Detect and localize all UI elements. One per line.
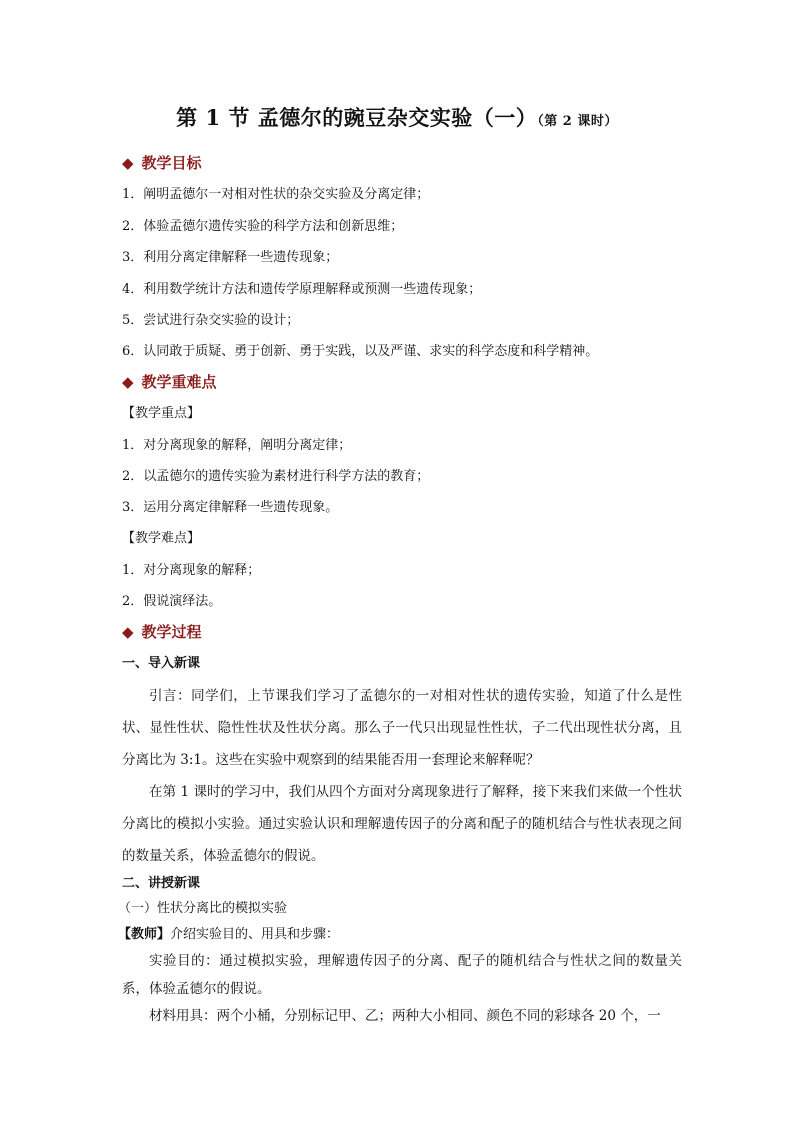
objective-item: 1．阐明孟德尔一对相对性状的杂交实验及分离定律；	[122, 187, 430, 202]
objective-item: 6．认同敢于质疑、勇于创新、勇于实践，以及严谨、求实的科学态度和科学精神。	[122, 344, 599, 359]
part2-subheading: （一）性状分离比的模拟实验	[118, 901, 288, 916]
title-sub: （第 2 课时）	[537, 114, 618, 129]
intro-paragraph-2: 在第 1 课时的学习中，我们从四个方面对分离现象进行了解释，接下来我们来做一个性状分离比的模拟小实验。通过实验认识和理解遗传因子的分离和配子的随机结合与性状表现之间的数量关系，体验孟德尔的假说。	[122, 784, 682, 864]
diamond-bullet-icon: ◆	[122, 623, 134, 641]
purpose-paragraph: 实验目的：通过模拟实验，理解遗传因子的分离、配子的随机结合与性状之间的数量关系，体验孟德尔的假说。	[122, 953, 682, 997]
objective-item: 3．利用分离定律解释一些遗传现象；	[122, 250, 339, 265]
objective-item: 4．利用数学统计方法和遗传学原理解释或预测一些遗传现象；	[122, 282, 482, 297]
difficulty-label: 【教学难点】	[122, 531, 201, 546]
page-title	[0, 104, 794, 136]
intro-paragraph: 引言：同学们，上节课我们学习了孟德尔的一对相对性状的遗传实验，知道了什么是性状、显性性状、隐性性状及性状分离。那么子一代只出现显性性状，子二代出现性状分离，且分离比为 3:1。这些在实验中观察到的结果能否用一套理论来解释呢？	[122, 688, 682, 768]
diamond-bullet-icon: ◆	[122, 154, 134, 172]
diamond-bullet-icon: ◆	[122, 373, 134, 391]
focus-item: 2．以孟德尔的遗传实验为素材进行科学方法的教育；	[122, 469, 430, 484]
teacher-label: 【教师】	[118, 927, 171, 942]
part1-heading: 一、导入新课	[122, 656, 201, 671]
section-objectives-heading	[122, 153, 202, 173]
focus-item: 3．运用分离定律解释一些遗传现象。	[122, 500, 339, 515]
section-process-heading	[122, 622, 202, 642]
focus-item: 1．对分离现象的解释，阐明分离定律；	[122, 438, 352, 453]
difficulty-item: 1．对分离现象的解释；	[122, 563, 261, 578]
teacher-line	[118, 925, 678, 945]
section-heading-text: 教学过程	[141, 623, 202, 641]
materials-paragraph: 材料用具：两个小桶，分别标记甲、乙；两种大小相同、颜色不同的彩球各 20 个，一	[149, 1008, 661, 1024]
title-main: 第 1 节 孟德尔的豌豆杂交实验（一）	[176, 105, 538, 130]
part2-heading: 二、讲授新课	[122, 876, 201, 891]
section-key-points-heading	[122, 372, 217, 392]
difficulty-item: 2．假说演绎法。	[122, 594, 222, 609]
teacher-text: 介绍实验目的、用具和步骤：	[170, 927, 340, 942]
section-heading-text: 教学重难点	[141, 373, 217, 391]
focus-label: 【教学重点】	[122, 406, 201, 421]
objective-item: 5．尝试进行杂交实验的设计；	[122, 313, 300, 328]
objective-item: 2．体验孟德尔遗传实验的科学方法和创新思维；	[122, 219, 404, 234]
section-heading-text: 教学目标	[141, 154, 202, 172]
